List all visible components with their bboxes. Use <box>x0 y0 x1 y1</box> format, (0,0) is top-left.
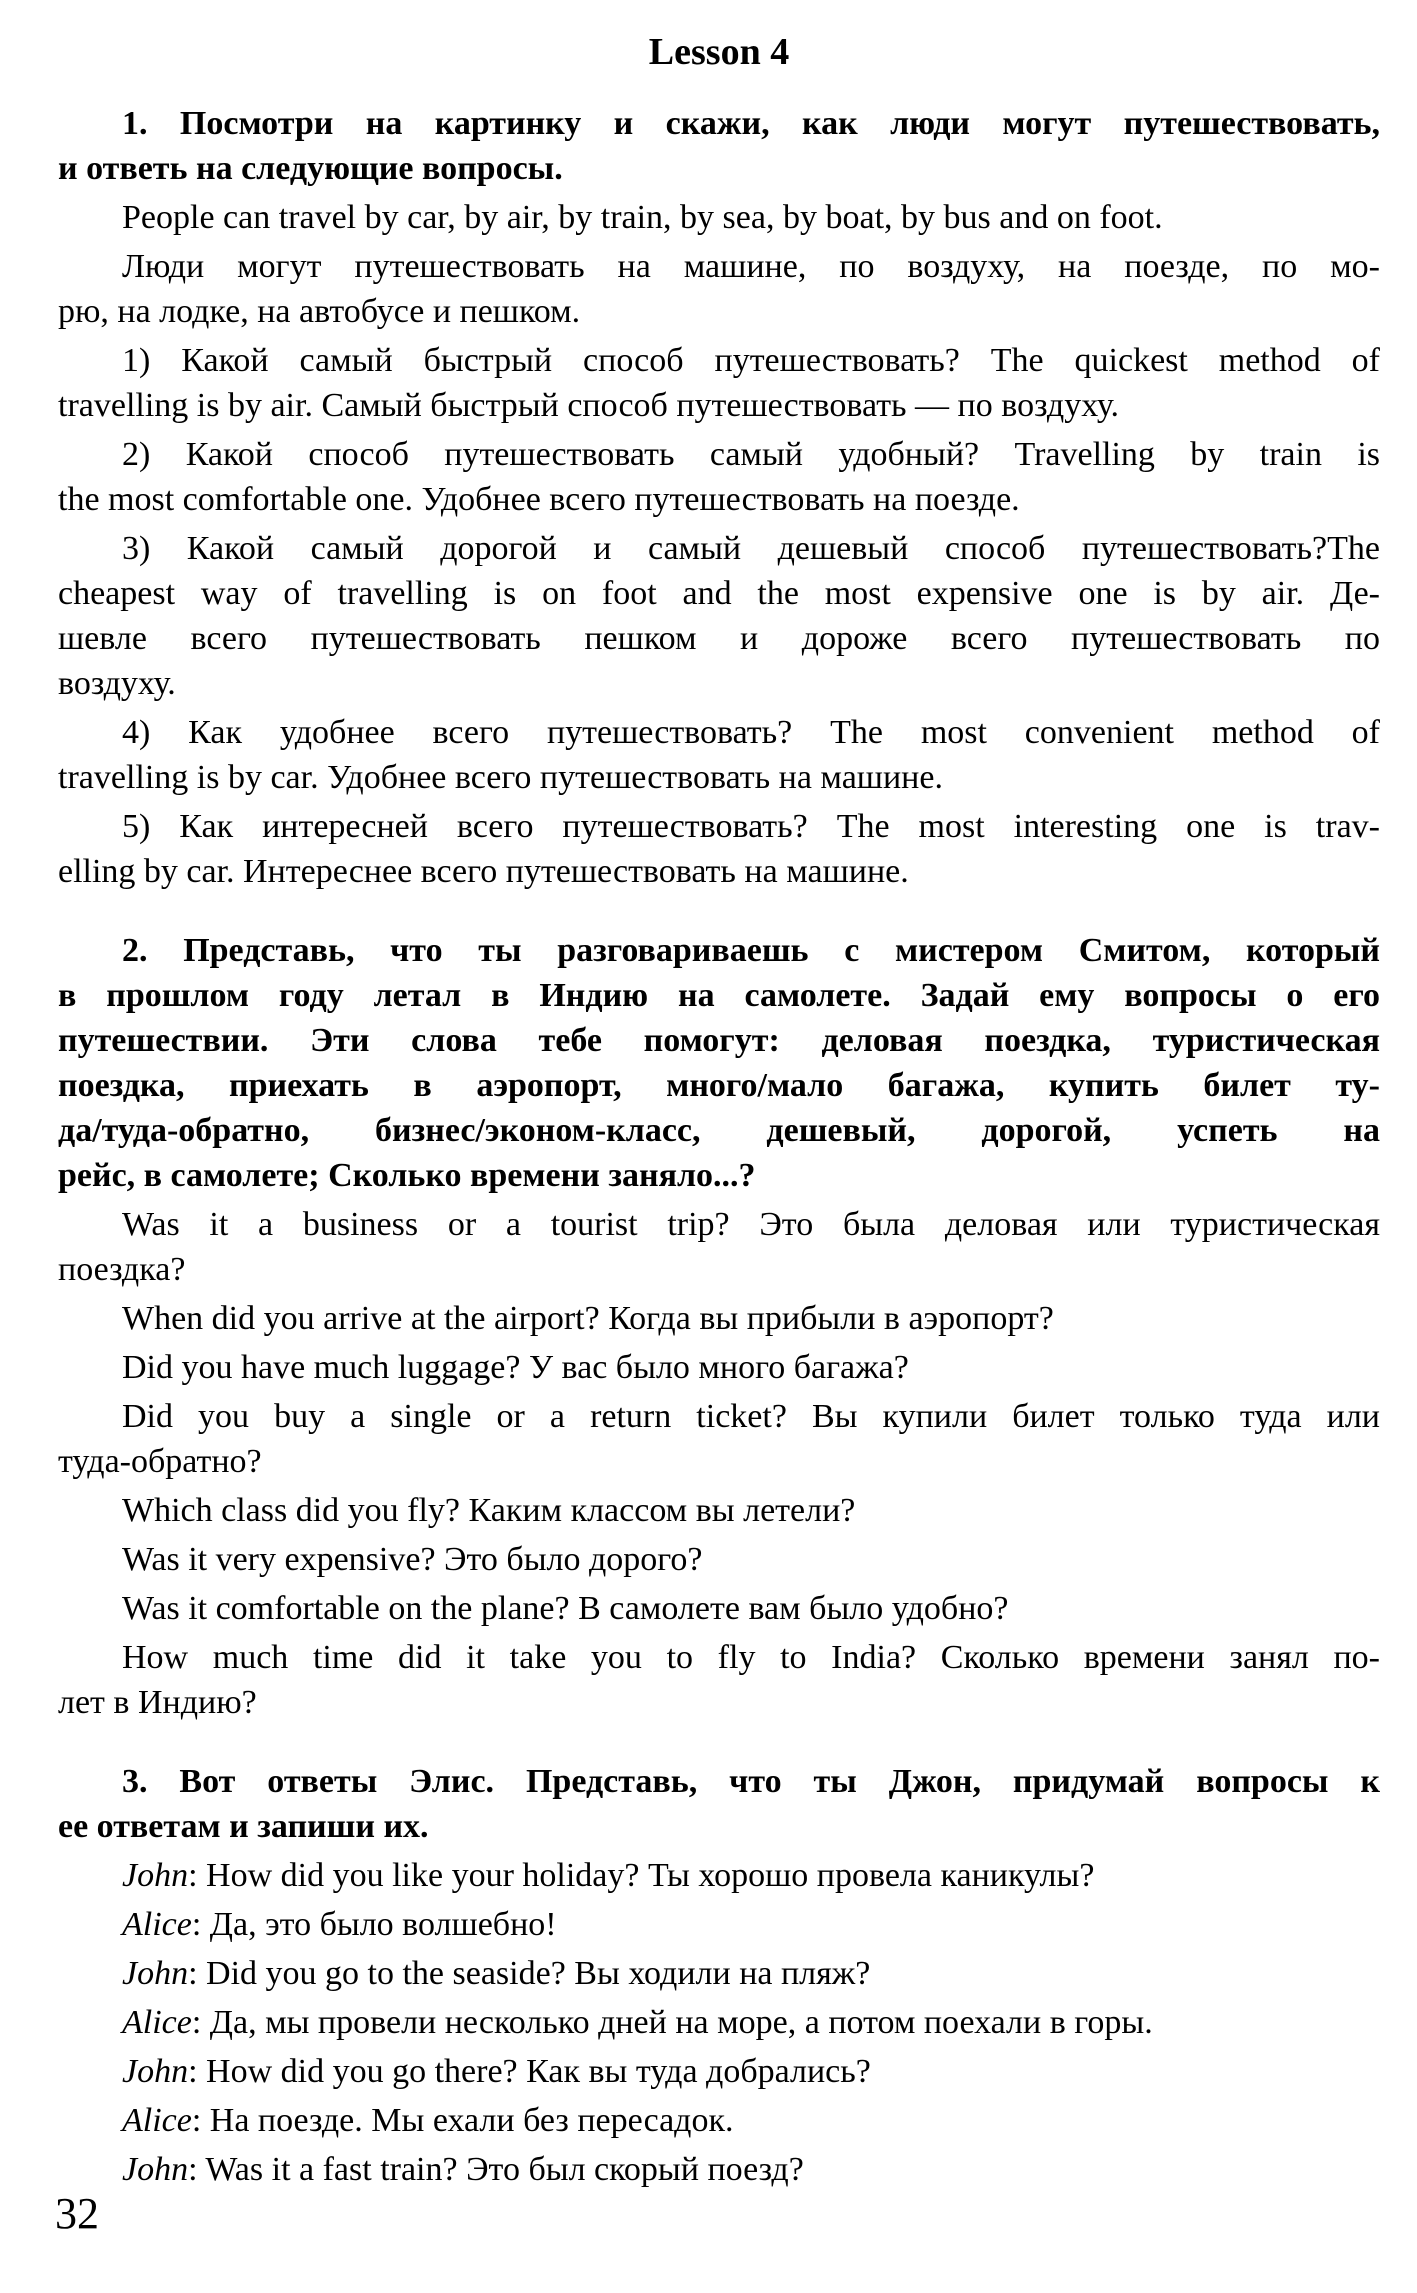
text-line: 1) Какой самый быстрый способ путешествовать? The quickest method of <box>122 342 1380 379</box>
paragraph <box>58 1488 1380 1533</box>
text-line: Was it comfortable on the plane? В самолете вам было удобно? <box>122 1590 1009 1627</box>
exercise-3-heading <box>58 1759 1380 1849</box>
text-line: путешествии. Эти слова тебе помогут: деловая поездка, туристическая <box>58 1022 1380 1059</box>
paragraph <box>58 195 1380 240</box>
speaker-name: Alice <box>122 2102 192 2139</box>
exercise-1-heading <box>58 101 1380 191</box>
text-line: 3. Вот ответы Элис. Представь, что ты Джон, придумай вопросы к <box>122 1763 1380 1800</box>
text-line: лет в Индию? <box>58 1684 257 1721</box>
text-line: да/туда-обратно, бизнес/эконом-класс, дешевый, дорогой, успеть на <box>58 1112 1380 1149</box>
paragraph <box>58 244 1380 334</box>
text-line: cheapest way of travelling is on foot and the most expensive one is by air. Де- <box>58 575 1380 612</box>
text-line: 4) Как удобнее всего путешествовать? The most convenient method of <box>122 714 1380 751</box>
paragraph <box>58 1635 1380 1725</box>
speaker-name: John <box>122 2053 189 2090</box>
dialog-text: : Was it a fast train? Это был скорый поезд? <box>188 2151 804 2188</box>
dialog-text: : Да, это было волшебно! <box>191 1906 557 1943</box>
text-line: travelling is by car. Удобнее всего путешествовать на машине. <box>58 759 943 796</box>
text-line: Which class did you fly? Каким классом вы летели? <box>122 1492 856 1529</box>
dialog-text: : How did you go there? Как вы туда добрались? <box>188 2053 871 2090</box>
text-line: Did you have much luggage? У вас было много багажа? <box>122 1349 909 1386</box>
exercise-2 <box>58 928 1380 1725</box>
text-line: When did you arrive at the airport? Когда вы прибыли в аэропорт? <box>122 1300 1054 1337</box>
speaker-name: John <box>122 1955 189 1992</box>
text-line: ее ответам и запиши их. <box>58 1808 429 1845</box>
text-line: travelling is by air. Самый быстрый способ путешествовать — по воздуху. <box>58 387 1119 424</box>
paragraph <box>58 432 1380 522</box>
text-line: в прошлом году летал в Индию на самолете. Задай ему вопросы о его <box>58 977 1380 1014</box>
exercise-3 <box>58 1759 1380 2192</box>
paragraph <box>58 1202 1380 1292</box>
text-line: Was it a business or a tourist trip? Это была деловая или туристическая <box>122 1206 1380 1243</box>
dialog-text: : Did you go to the seaside? Вы ходили на пляж? <box>188 1955 871 1992</box>
paragraph <box>58 710 1380 800</box>
text-line: поездка, приехать в аэропорт, много/мало багажа, купить билет ту- <box>58 1067 1380 1104</box>
text-line: воздуху. <box>58 665 176 702</box>
dialog-text: : На поезде. Мы ехали без пересадок. <box>191 2102 734 2139</box>
dialog-line <box>58 1853 1380 1898</box>
text-line: шевле всего путешествовать пешком и дороже всего путешествовать по <box>58 620 1380 657</box>
dialog-line <box>58 2000 1380 2045</box>
text-line: People can travel by car, by air, by train, by sea, by boat, by bus and on foot. <box>122 199 1163 236</box>
text-line: 2) Какой способ путешествовать самый удобный? Travelling by train is <box>122 436 1380 473</box>
text-line: Did you buy a single or a return ticket? Вы купили билет только туда или <box>122 1398 1380 1435</box>
exercise-2-heading <box>58 928 1380 1198</box>
text-line: How much time did it take you to fly to India? Сколько времени занял по- <box>122 1639 1380 1676</box>
speaker-name: John <box>122 1857 189 1894</box>
text-line: Was it very expensive? Это было дорого? <box>122 1541 703 1578</box>
text-line: the most comfortable one. Удобнее всего путешествовать на поезде. <box>58 481 1020 518</box>
dialog-line <box>58 2098 1380 2143</box>
exercise-1 <box>58 101 1380 894</box>
text-line: elling by car. Интереснее всего путешествовать на машине. <box>58 853 909 890</box>
text-line: Люди могут путешествовать на машине, по воздуху, на поезде, по мо- <box>122 248 1380 285</box>
text-line: туда-обратно? <box>58 1443 262 1480</box>
paragraph <box>58 1394 1380 1484</box>
dialog-line <box>58 2147 1380 2192</box>
text-line: поездка? <box>58 1251 186 1288</box>
text-line: рейс, в самолете; Сколько времени заняло...? <box>58 1157 756 1194</box>
paragraph <box>58 1345 1380 1390</box>
paragraph <box>58 338 1380 428</box>
dialog-text: : Да, мы провели несколько дней на море, а потом поехали в горы. <box>191 2004 1153 2041</box>
paragraph <box>58 526 1380 706</box>
dialog-line <box>58 1951 1380 1996</box>
paragraph <box>58 1537 1380 1582</box>
text-line: 3) Какой самый дорогой и самый дешевый способ путешествовать?The <box>122 530 1380 567</box>
text-line: рю, на лодке, на автобусе и пешком. <box>58 293 581 330</box>
speaker-name: Alice <box>122 1906 192 1943</box>
text-line: 5) Как интересней всего путешествовать? The most interesting one is trav- <box>122 808 1380 845</box>
dialog-line <box>58 1902 1380 1947</box>
text-line: и ответь на следующие вопросы. <box>58 150 563 187</box>
paragraph <box>58 804 1380 894</box>
lesson-title: Lesson 4 <box>648 31 790 73</box>
speaker-name: Alice <box>122 2004 192 2041</box>
page-number: 32 <box>55 2189 99 2238</box>
paragraph <box>58 1296 1380 1341</box>
dialog-text: : How did you like your holiday? Ты хорошо провела каникулы? <box>188 1857 1095 1894</box>
text-line: 2. Представь, что ты разговариваешь с мистером Смитом, который <box>122 932 1380 969</box>
speaker-name: John <box>122 2151 189 2188</box>
dialog-line <box>58 2049 1380 2094</box>
paragraph <box>58 1586 1380 1631</box>
text-line: 1. Посмотри на картинку и скажи, как люди могут путешествовать, <box>122 105 1380 142</box>
